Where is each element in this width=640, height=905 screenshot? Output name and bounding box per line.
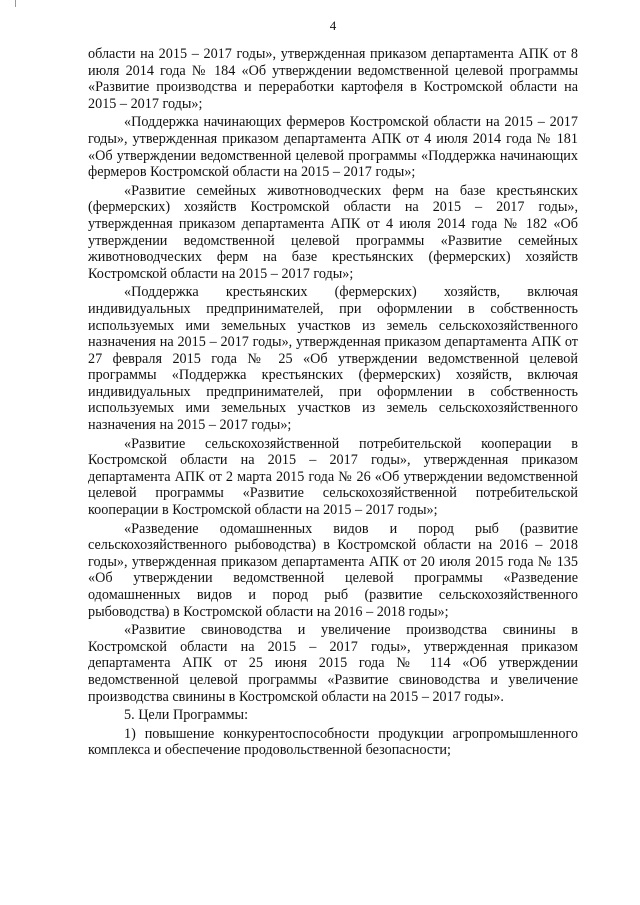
paragraph-potato-program: области на 2015 – 2017 годы», утвержденная приказом департамента АПК от 8 июля 2014 года № 184 «Об утверждении ведомственной целевой программы «Развитие производства и переработки картофеля в Костромской области на 2015 – 2017 годы»; — [88, 46, 578, 112]
paragraph-pig-breeding: «Развитие свиноводства и увеличение производства свинины в Костромской области на 2015 – 2017 годы», утвержденная приказом департамента АПК от 25 июня 2015 года № 114 «Об утверждении ведомственной целевой программы «Развитие свиноводства и увеличение производства свинины в Костромской области на 2015 – 2017 годы». — [88, 622, 578, 705]
paragraph-fish-farming: «Разведение одомашненных видов и пород рыб (развитие сельскохозяйственного рыбоводства) в Костромской области на 2016 – 2018 годы», утвержденная приказом департамента АПК от 20 июля 2015 года № 135 «Об утверждении ведомственной целевой программы «Разведение одомашненных видов и пород рыб (развитие сельскохозяйственного рыбоводства) в Костромской области на 2016 – 2018 годы»; — [88, 520, 578, 620]
scan-mark — [15, 0, 16, 7]
paragraph-farm-land-ownership: «Поддержка крестьянских (фермерских) хозяйств, включая индивидуальных предпринимателей, при оформлении в собственность используемых ими земельных участков из земель сельскохозяйственного назначения на 2015 – 2017 годы», утвержденная приказом департамента АПК от 27 февраля 2015 года № 25 «Об утверждении ведомственной целевой программы «Поддержка крестьянских (фермерских) хозяйств, включая индивидуальных предпринимателей, при оформлении в собственность используемых ими земельных участков из земель сельскохозяйственного назначения на 2015 – 2017 годы»; — [88, 284, 578, 434]
document-body — [88, 46, 578, 759]
paragraph-goal-1: 1) повышение конкурентоспособности продукции агропромышленного комплекса и обеспечение продовольственной безопасности; — [88, 725, 578, 759]
paragraph-beginning-farmers: «Поддержка начинающих фермеров Костромской области на 2015 – 2017 годы», утвержденная приказом департамента АПК от 4 июля 2014 года № 181 «Об утверждении ведомственной целевой программы «Поддержка начинающих фермеров Костромской области на 2015 – 2017 годы»; — [88, 114, 578, 181]
section-heading-program-goals: 5. Цели Программы: — [124, 707, 249, 724]
paragraph-consumer-cooperation: «Развитие сельскохозяйственной потребительской кооперации в Костромской области на 2015 – 2017 годы», утвержденная приказом департамента АПК от 2 марта 2015 года № 26 «Об утверждении ведомственной целевой программы «Развитие сельскохозяйственной потребительской кооперации в Костромской области на 2015 – 2017 годы»; — [88, 435, 578, 519]
paragraph-family-livestock-farms: «Развитие семейных животноводческих ферм на базе крестьянских (фермерских) хозяйств Костромской области на 2015 – 2017 годы», утвержденная приказом департамента АПК от 4 июля 2014 года № 182 «Об утверждении ведомственной целевой программы «Развитие семейных животноводческих ферм на базе крестьянских (фермерских) хозяйств Костромской области на 2015 – 2017 годы»; — [88, 182, 578, 282]
page-number: 4 — [329, 18, 337, 33]
